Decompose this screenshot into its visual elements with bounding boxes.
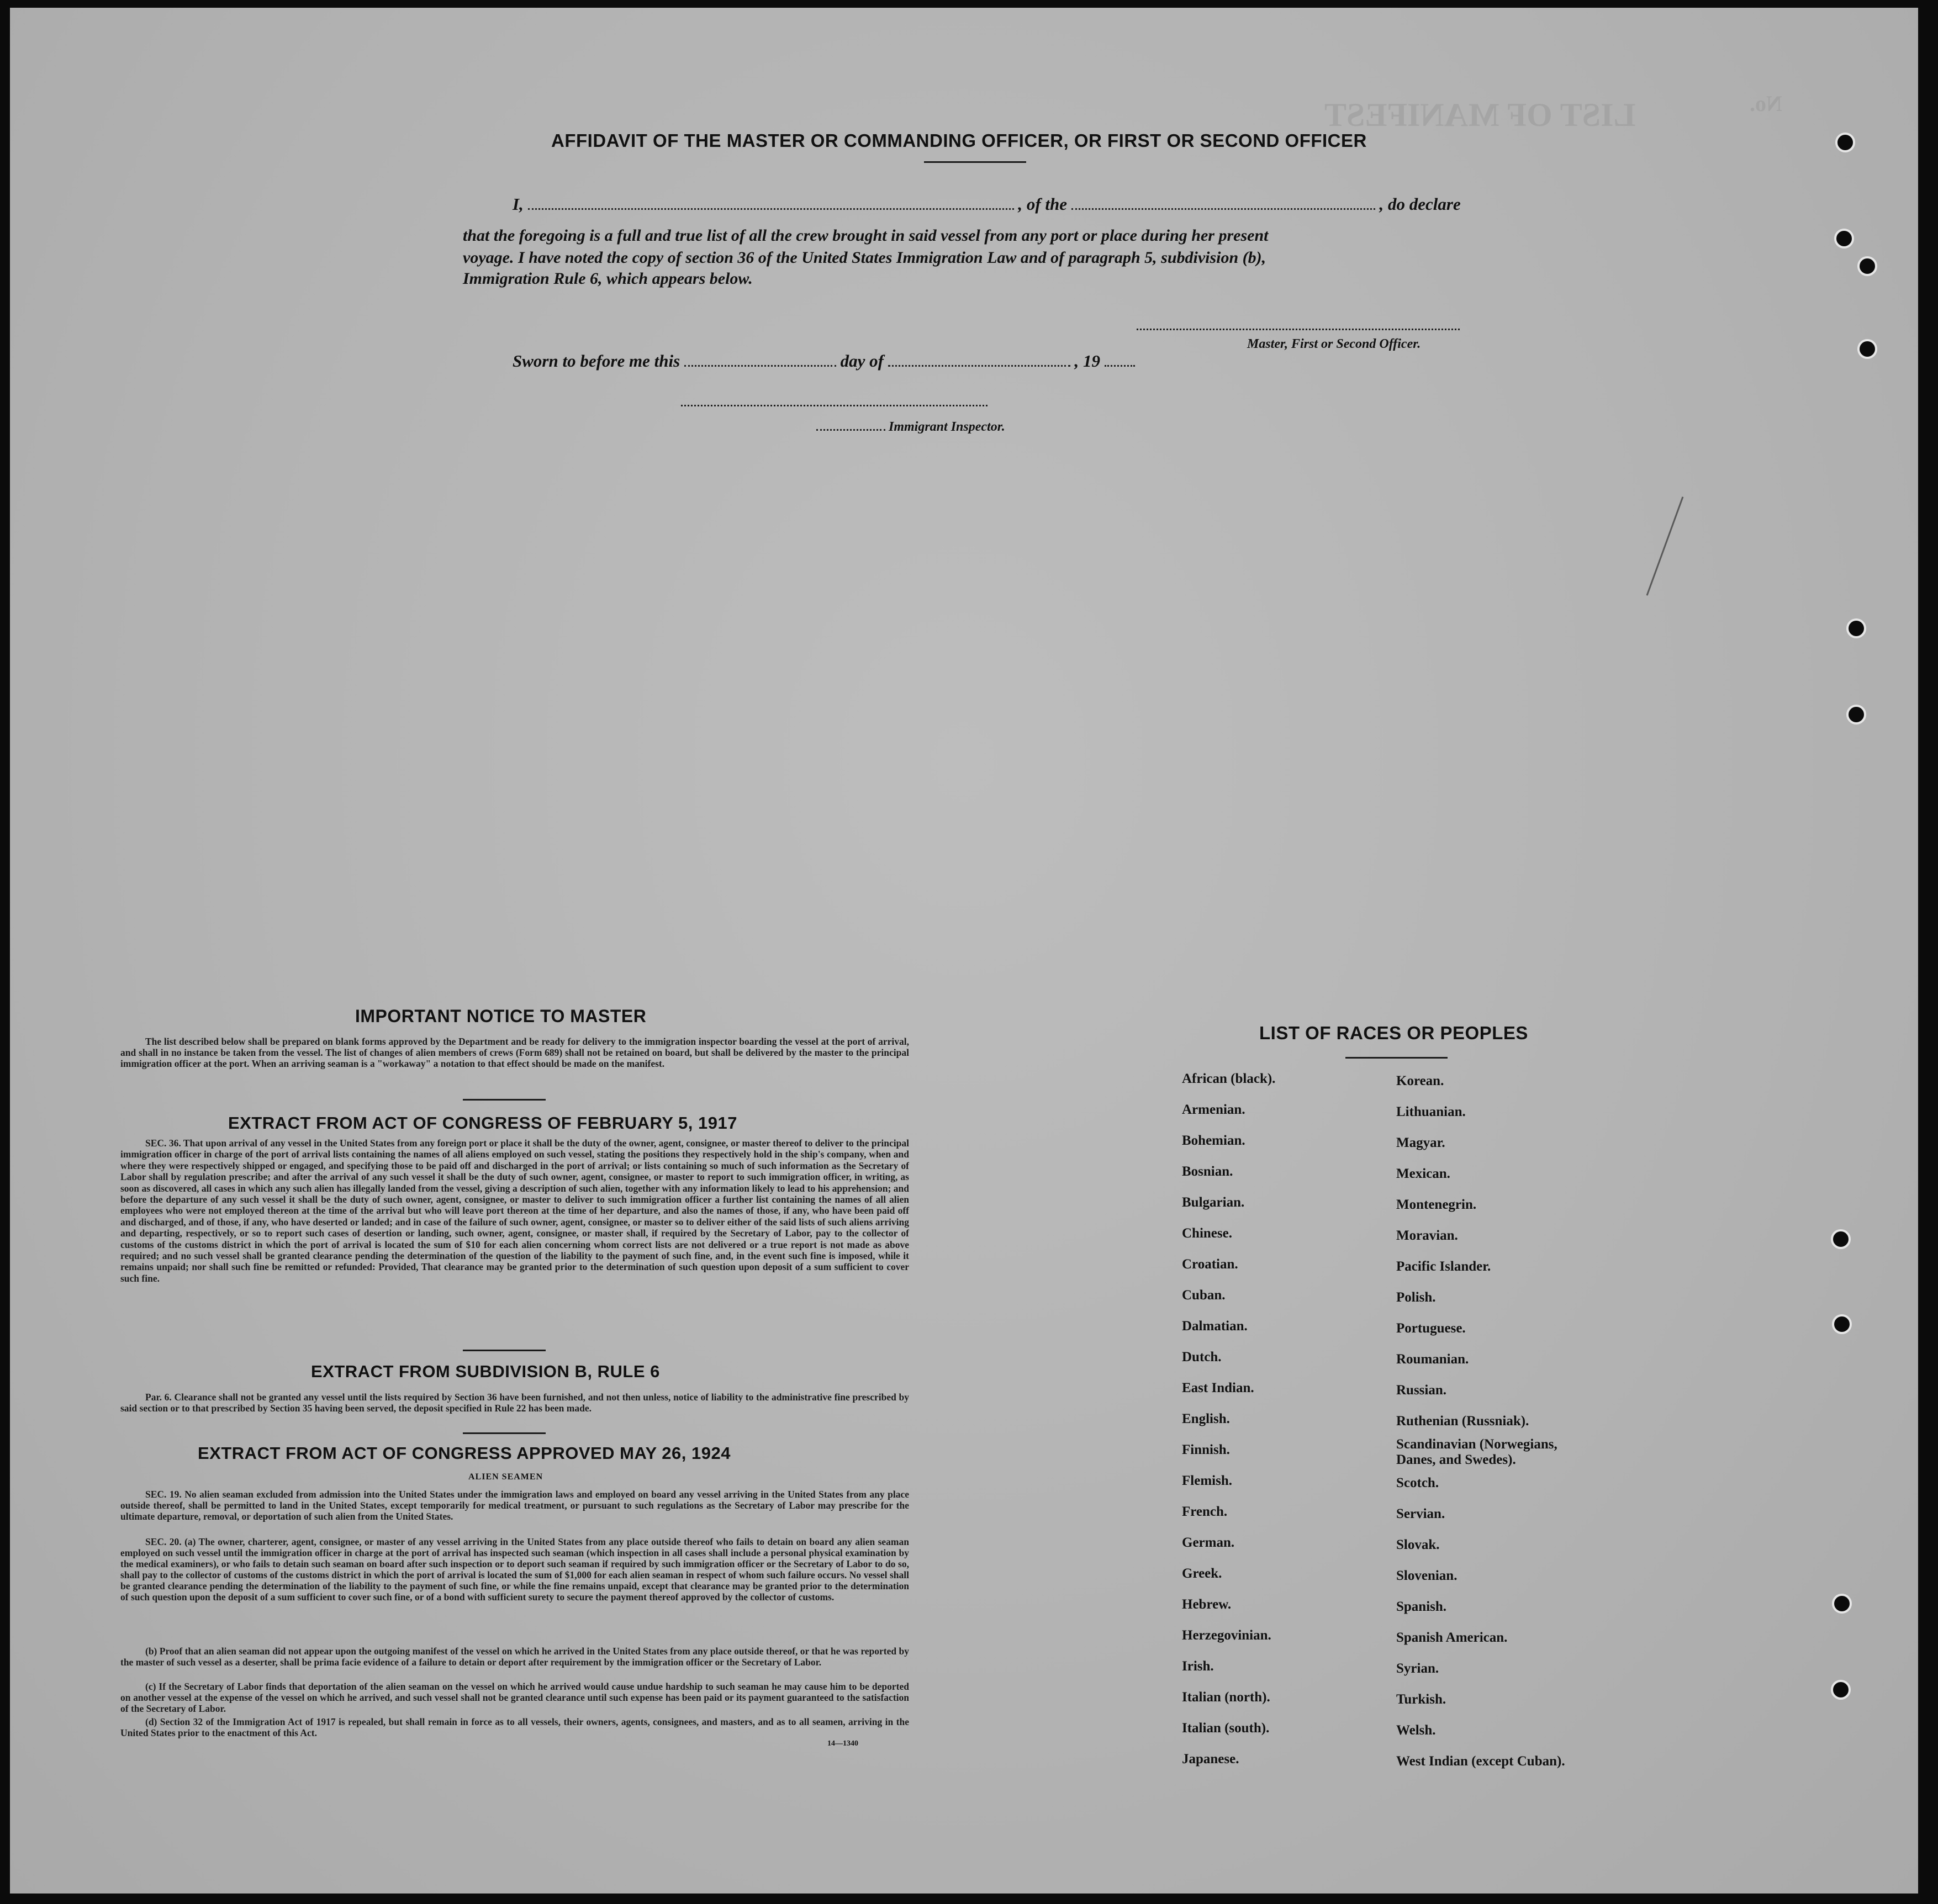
race-item: Irish. bbox=[1182, 1659, 1214, 1674]
manifest-page bbox=[10, 8, 1918, 1894]
binder-hole bbox=[1834, 229, 1854, 248]
extract-rule6-divider bbox=[463, 1432, 546, 1434]
extract-1917-divider bbox=[463, 1350, 546, 1351]
statement-line: Immigration Rule 6, which appears below. bbox=[463, 269, 753, 288]
race-item: Montenegrin. bbox=[1396, 1197, 1477, 1212]
sworn-label: Sworn to before me this bbox=[513, 351, 680, 371]
race-item: Scandinavian (Norwegians, Danes, and Swedes). bbox=[1396, 1437, 1557, 1467]
binder-hole bbox=[1846, 705, 1866, 724]
races-title: LIST OF RACES OR PEOPLES bbox=[1259, 1023, 1528, 1043]
statement-line: voyage. I have noted the copy of section 36 of the United States Immigration Law and of paragraph 5, subdivision (b), bbox=[463, 248, 1266, 267]
extract-1924-sec20c: (c) If the Secretary of Labor finds that deportation of the alien seaman on the vessel on which he arrived would cause undue hardship to such seaman he may cause him to be deported on another vessel at the expense of the vessel on which he arrived, and such vessel shall not be granted clearance until such expense has been paid or its payment guaranteed to the satisfaction of the Secretary of Labor. bbox=[120, 1681, 909, 1714]
binder-hole bbox=[1857, 339, 1877, 359]
race-item: Pacific Islander. bbox=[1396, 1259, 1491, 1274]
race-item: Welsh. bbox=[1396, 1723, 1436, 1738]
race-item: Italian (south). bbox=[1182, 1721, 1270, 1736]
race-item: Chinese. bbox=[1182, 1226, 1232, 1241]
race-item: Croatian. bbox=[1182, 1257, 1238, 1272]
race-item: Spanish. bbox=[1396, 1599, 1447, 1614]
notice-title: IMPORTANT NOTICE TO MASTER bbox=[355, 1006, 647, 1026]
race-item: English. bbox=[1182, 1411, 1230, 1426]
race-item: Slovak. bbox=[1396, 1537, 1440, 1552]
title-divider bbox=[924, 161, 1026, 163]
vessel-field[interactable] bbox=[1071, 208, 1375, 210]
notice-body: The list described below shall be prepared on blank forms approved by the Department and be ready for delivery to the immigration inspector boarding the vessel at the port of arrival, and shall in no instance be taken from the vessel. The list of changes of alien members of crews (Form 689) shall not be retained on board, but shall be delivered by the master to the principal immigration officer at the port. When an arriving seaman is a "workaway" a notation to that effect should be made on the manifest. bbox=[120, 1036, 909, 1069]
of-the-label: , of the bbox=[1018, 194, 1068, 214]
race-item: Russian. bbox=[1396, 1383, 1447, 1398]
race-item: Scotch. bbox=[1396, 1475, 1439, 1490]
binder-hole bbox=[1835, 133, 1855, 152]
year-prefix: , 19 bbox=[1074, 351, 1100, 371]
sworn-line bbox=[513, 351, 1135, 371]
extract-1917-body: SEC. 36. That upon arrival of any vessel in the United States from any foreign port or place it shall be the duty of the owner, agent, consignee, or master thereof to deliver to the principal immigration officer in charge of the port of arrival lists containing the names of all aliens employed on such vessel, stating the positions they respectively hold in the ship's company, when and where they were respectively shipped or engaged, and specifying those to be paid off and discharged in the port of arrival; or lists containing so much of such information as the Secretary of Labor shall by regulation prescribe; and after the arrival of any such vessel it shall be the duty of such owner, agent, consignee, or master to report to such immigration officer, in writing, as soon as discovered, all cases in which any such alien has illegally landed from the vessel, giving a description of such alien, together with any information likely to lead to his apprehension; and before the departure of any such vessel it shall be the duty of such owner, agent, consignee, or master to deliver to such immigration officer a further list containing the names of all alien employees who were not employed thereon at the time of the arrival but who will leave port thereon at the time of her departure, and also the names of those, if any, who have been paid off and discharged, and of those, if any, who have deserted or landed; and in case of the failure of such owner, agent, consignee, or master so to deliver either of the said lists of such aliens arriving and departing, respectively, or so to report such cases of desertion or landing, such owner, agent, consignee, or master shall, if required by the Secretary of Labor, pay to the collector of customs of the customs district in which the port of arrival is located the sum of $10 for each alien concerning whom correct lists are not delivered or a true report is not made as above required; and no such vessel shall be granted clearance pending the determination of the question of the liability to the payment of such fine, and, in the event such fine is imposed, while it remains unpaid; nor shall such fine be remitted or refunded: Provided, That clearance may be granted prior to the determination of such question upon deposit of a sum sufficient to cover such fine. bbox=[120, 1138, 909, 1284]
bleed-through-text: LIST OF MANIFEST bbox=[1324, 97, 1636, 133]
race-item: Flemish. bbox=[1182, 1473, 1232, 1488]
extract-rule6-title: EXTRACT FROM SUBDIVISION B, RULE 6 bbox=[311, 1362, 660, 1381]
race-item: Mexican. bbox=[1396, 1166, 1450, 1181]
race-item: Magyar. bbox=[1396, 1135, 1445, 1150]
race-item: Turkish. bbox=[1396, 1692, 1446, 1707]
extract-rule6-body: Par. 6. Clearance shall not be granted any vessel until the lists required by Section 36 have been furnished, and not then unless, notice of liability to the administrative fine prescribed by said section or to that prescribed by Section 35 having been served, the deposit specified in Rule 22 has been made. bbox=[120, 1392, 909, 1414]
extract-1924-sec19: SEC. 19. No alien seaman excluded from admission into the United States under the immigration laws and employed on board any vessel arriving in the United States from any place outside thereof, shall be permitted to land in the United States, except temporarily for medical treatment, or pursuant to such regulations as the Secretary of Labor may prescribe for the ultimate departure, removal, or deportation of such alien from the United States. bbox=[120, 1489, 909, 1522]
race-item: Moravian. bbox=[1396, 1228, 1458, 1243]
races-right-column bbox=[1396, 1066, 1595, 1777]
master-signature-label: Master, First or Second Officer. bbox=[1247, 337, 1421, 351]
race-item: Cuban. bbox=[1182, 1288, 1226, 1303]
binder-hole bbox=[1831, 1229, 1851, 1249]
race-item: French. bbox=[1182, 1504, 1228, 1519]
extract-1917-title: EXTRACT FROM ACT OF CONGRESS OF FEBRUARY 5, 1917 bbox=[228, 1113, 737, 1133]
race-item: African (black). bbox=[1182, 1071, 1276, 1086]
races-left-column bbox=[1182, 1064, 1275, 1775]
race-item: West Indian (except Cuban). bbox=[1396, 1754, 1565, 1769]
race-item: Ruthenian (Russniak). bbox=[1396, 1414, 1529, 1429]
extract-1924-title: EXTRACT FROM ACT OF CONGRESS APPROVED MAY 26, 1924 bbox=[198, 1443, 731, 1463]
binder-hole bbox=[1832, 1594, 1852, 1614]
race-item: Finnish. bbox=[1182, 1442, 1230, 1457]
day-of-label: day of bbox=[840, 351, 884, 371]
extract-1924-sec20b: (b) Proof that an alien seaman did not appear upon the outgoing manifest of the vessel on which he arrived in the United States from any place outside thereof, or that he was reported by the master of such vessel as a deserter, shall be prima facie evidence of a failure to detain or deport after requirement by the immigration officer or the Secretary of Labor. bbox=[120, 1646, 909, 1668]
binder-hole bbox=[1857, 256, 1877, 276]
race-item: Polish. bbox=[1396, 1290, 1436, 1305]
race-item: Bulgarian. bbox=[1182, 1195, 1245, 1210]
pen-mark bbox=[1646, 496, 1684, 596]
race-item: Servian. bbox=[1396, 1506, 1445, 1521]
race-item: Dutch. bbox=[1182, 1350, 1222, 1364]
binder-hole bbox=[1832, 1314, 1852, 1334]
races-divider bbox=[1345, 1057, 1448, 1059]
extract-1924-sec20d: (d) Section 32 of the Immigration Act of 1917 is repealed, but shall remain in force as to all vessels, their owners, agents, consignees, and masters, and as to all seamen, arriving in the United States prior to the enactment of this Act. bbox=[120, 1716, 909, 1738]
race-item: Bosnian. bbox=[1182, 1164, 1233, 1179]
race-item: Dalmatian. bbox=[1182, 1319, 1248, 1334]
form-number: 14—1340 bbox=[827, 1739, 858, 1748]
race-item: Spanish American. bbox=[1396, 1630, 1508, 1645]
race-item: German. bbox=[1182, 1535, 1235, 1550]
affidavit-title: AFFIDAVIT OF THE MASTER OR COMMANDING OFFICER, OR FIRST OR SECOND OFFICER bbox=[551, 130, 1367, 151]
inspector-signature-field[interactable] bbox=[681, 404, 988, 406]
inspector-label: Immigrant Inspector. bbox=[889, 420, 1005, 434]
race-item: Italian (north). bbox=[1182, 1690, 1270, 1705]
race-item: Japanese. bbox=[1182, 1752, 1239, 1767]
inspector-prefix-dots bbox=[816, 429, 885, 431]
race-item: Herzegovinian. bbox=[1182, 1628, 1271, 1643]
binder-hole bbox=[1831, 1680, 1851, 1700]
notice-divider bbox=[463, 1099, 546, 1101]
sworn-year-field[interactable] bbox=[1105, 364, 1135, 367]
extract-1924-sec20a: SEC. 20. (a) The owner, charterer, agent, consignee, or master of any vessel arriving in the United States from any place outside thereof who fails to detain on board any alien seaman employed on such vessel until the immigration officer in charge at the port of arrival has inspected such seaman (which inspection in all cases shall include a personal physical examination by the medical examiners), or who fails to detain such seaman on board after such inspection or to deport such seaman if required by such immigration officer or the Secretary of Labor to do so, shall pay to the collector of customs of the customs district in which the port of arrival is located the sum of $1,000 for each alien seaman in respect of whom such failure occurs. No vessel shall be granted clearance pending the determination of the liability to the payment of such fine, or while the fine remains unpaid, except that clearance may be granted prior to the determination of such question upon the deposit of a sum sufficient to cover such fine, or of a bond with sufficient surety to secure the payment thereof approved by the collector of customs. bbox=[120, 1536, 909, 1602]
race-item: Portuguese. bbox=[1396, 1321, 1466, 1336]
race-item: Roumanian. bbox=[1396, 1352, 1469, 1367]
race-item: Armenian. bbox=[1182, 1102, 1245, 1117]
race-item: East Indian. bbox=[1182, 1381, 1254, 1395]
race-item: Syrian. bbox=[1396, 1661, 1439, 1676]
inspector-line bbox=[816, 420, 1005, 435]
race-item: Bohemian. bbox=[1182, 1133, 1245, 1148]
extract-1924-subtitle: ALIEN SEAMEN bbox=[468, 1472, 543, 1482]
sworn-month-field[interactable] bbox=[888, 364, 1070, 367]
binder-hole bbox=[1846, 618, 1866, 638]
do-declare-label: , do declare bbox=[1379, 194, 1461, 214]
race-item: Lithuanian. bbox=[1396, 1104, 1466, 1119]
statement-line: that the foregoing is a full and true list of all the crew brought in said vessel from any port or place during her present bbox=[463, 226, 1269, 245]
bleed-through-text: No. bbox=[1750, 91, 1782, 116]
race-item: Slovenian. bbox=[1396, 1568, 1458, 1583]
i-label: I, bbox=[513, 194, 524, 214]
name-field[interactable] bbox=[528, 208, 1014, 210]
race-item: Korean. bbox=[1396, 1073, 1444, 1088]
race-item: Greek. bbox=[1182, 1566, 1222, 1581]
sworn-day-field[interactable] bbox=[684, 364, 836, 367]
master-signature-field[interactable] bbox=[1137, 328, 1460, 330]
race-item: Hebrew. bbox=[1182, 1597, 1232, 1612]
declaration-line bbox=[513, 194, 1461, 214]
